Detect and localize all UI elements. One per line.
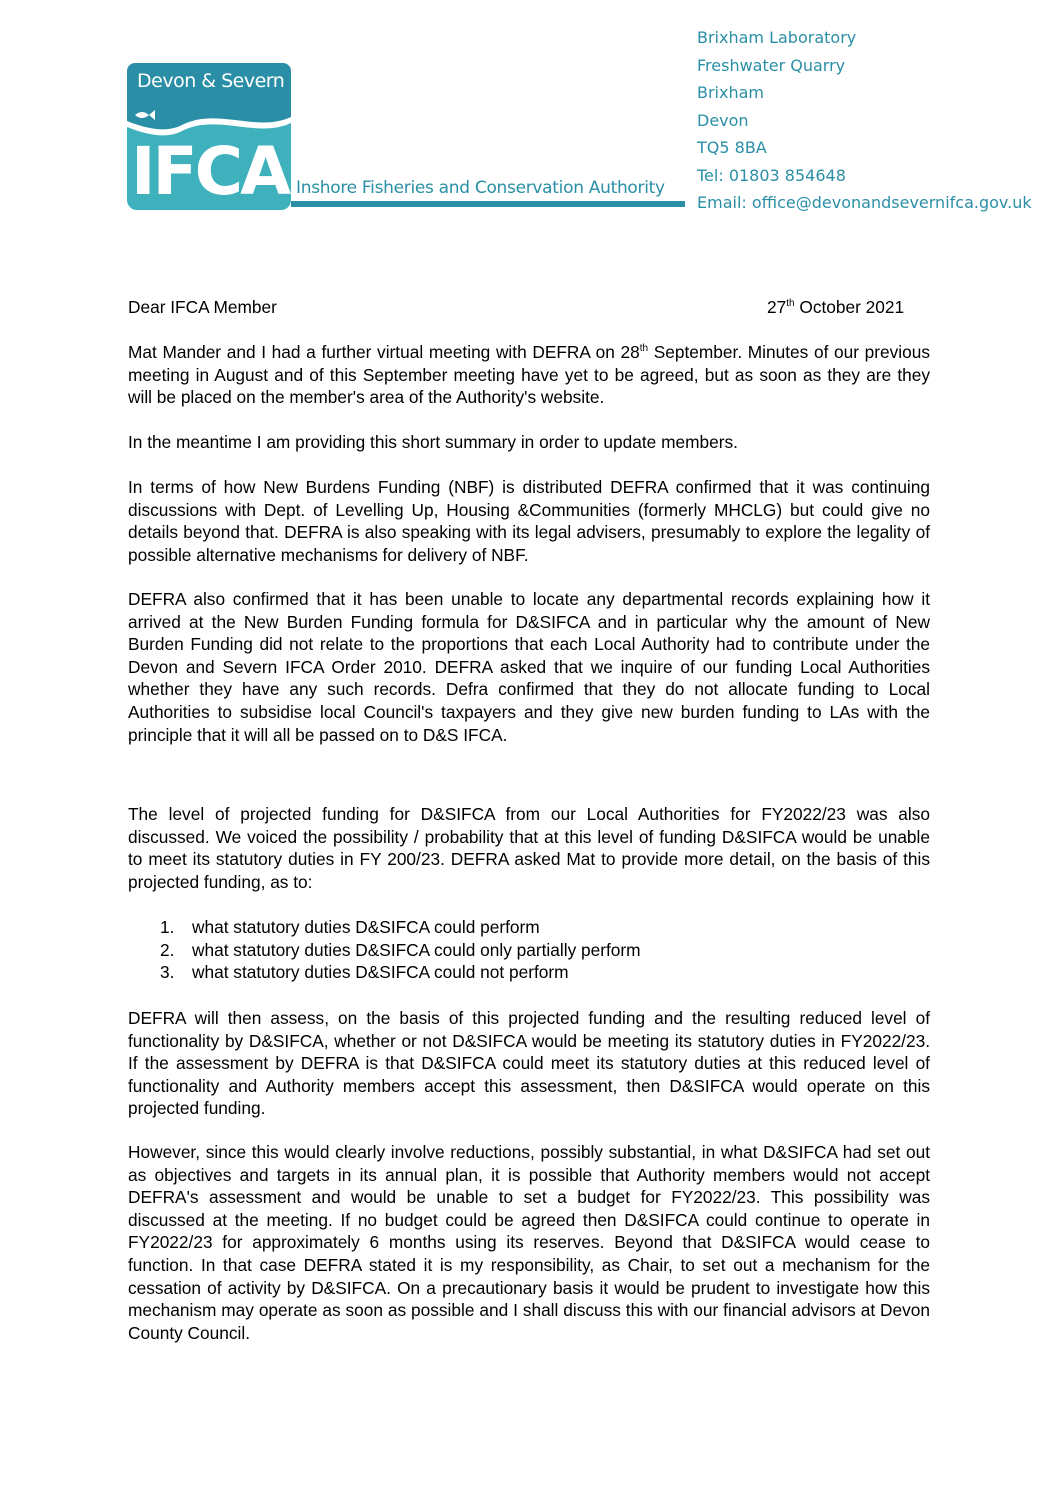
paragraph-summary: In the meantime I am providing this short summary in order to update members. (128, 432, 738, 452)
paragraph-meeting (128, 341, 930, 409)
address-line: Devon (697, 110, 749, 130)
date-suffix: th (786, 298, 795, 309)
address-postcode: TQ5 8BA (697, 138, 767, 157)
letterhead-rule (291, 201, 685, 207)
list-text: what statutory duties D&SIFCA could perform (192, 917, 540, 937)
letter-date (767, 297, 904, 318)
date-rest: October 2021 (794, 297, 905, 317)
ifca-logo (127, 63, 291, 210)
paragraph-budget: However, since this would clearly involve reductions, possibly substantial, in what D&SIFCA had set out as objectives and targets in its annual plan, it is possible that Authority members would not accept DEFRA's assessment and would be unable to set a budget for FY2022/23. This possibility was discussed at the meeting. If no budget could be agreed then D&SIFCA could continue to operate in FY2022/23 for approximately 6 months using its reserves. Beyond that D&SIFCA would cease to function. In that case DEFRA stated it is my responsibility, as Chair, to set out a mechanism for the cessation of activity by D&SIFCA. On a precautionary basis it would be prudent to investigate how this mechanism may operate as soon as possible and I shall discuss this with our financial advisors at Devon County Council. (128, 1142, 930, 1343)
paragraph-projected-funding: The level of projected funding for D&SIFCA from our Local Authorities for FY2022/23 was also discussed. We voiced the possibility / probability that at this level of funding D&SIFCA would be unable to meet its statutory duties in FY 200/23. DEFRA asked Mat to provide more detail, on the basis of this projected funding, as to: (128, 804, 930, 892)
list-number: 3. (160, 962, 175, 983)
list-text: what statutory duties D&SIFCA could only partially perform (192, 939, 641, 960)
list-number: 2. (160, 939, 175, 960)
date-day: 27 (767, 297, 787, 317)
paragraph-assessment: DEFRA will then assess, on the basis of this projected funding and the resulting reduced level of functionality by D&SIFCA, whether or not D&SIFCA would be meeting its statutory duties in FY2022/23. If the assessment by DEFRA is that D&SIFCA could meet its statutory duties at this reduced level of functionality and Authority members accept this assessment, then D&SIFCA would operate on this projected funding. (128, 1008, 930, 1119)
address-phone: Tel: 01803 854648 (697, 165, 846, 185)
list-text: what statutory duties D&SIFCA could not perform (192, 962, 569, 983)
address-block (697, 24, 1032, 217)
logo-banner (127, 63, 291, 103)
p1-part-b: September. Minutes of our previous meeting in August and of this September meeting have yet to be agreed, but as soon as they are they will be placed on the member's area of the Authority's website. (128, 342, 930, 408)
address-line: Freshwater Quarry (697, 55, 846, 75)
authority-name: Inshore Fisheries and Conservation Authority (296, 178, 665, 198)
list-item (160, 939, 641, 962)
address-line: Brixham (697, 83, 764, 102)
p1-part-a: Mat Mander and I had a further virtual meeting with DEFRA on 28 (128, 342, 640, 362)
list-number: 1. (160, 917, 175, 937)
paragraph-records: DEFRA also confirmed that it has been unable to locate any departmental records explaining how it arrived at the New Burden Funding formula for D&SIFCA and in particular why the amount of New Burden Funding did not relate to the proportions that each Local Authority had to contribute under the Devon and Severn IFCA Order 2010. DEFRA asked that we inquire of our funding Local Authorities whether they have any such records. Defra confirmed that they do not allocate funding to Local Authorities to subsidise local Council's taxpayers and they give new burden funding to LAs with the principle that it will all be passed on to D&S IFCA. (128, 589, 930, 745)
logo-body (127, 103, 291, 210)
logo-region-text: Devon & Severn (137, 70, 285, 92)
logo-acronym: IFCA (131, 133, 289, 210)
duties-list (160, 916, 641, 984)
address-line: Brixham Laboratory (697, 28, 857, 47)
list-item (160, 961, 641, 984)
list-item (160, 916, 641, 939)
paragraph-nbf: In terms of how New Burdens Funding (NBF) is distributed DEFRA confirmed that it was continuing discussions with Dept. of Levelling Up, Housing &Communities (formerly MHCLG) but could give no details beyond that. DEFRA is also speaking with its legal advisers, presumably to explore the legality of possible alternative mechanisms for delivery of NBF. (128, 477, 930, 565)
p1-sup: th (639, 343, 649, 354)
address-email: Email: office@devonandsevernifca.gov.uk (697, 193, 1032, 212)
salutation: Dear IFCA Member (128, 297, 277, 317)
